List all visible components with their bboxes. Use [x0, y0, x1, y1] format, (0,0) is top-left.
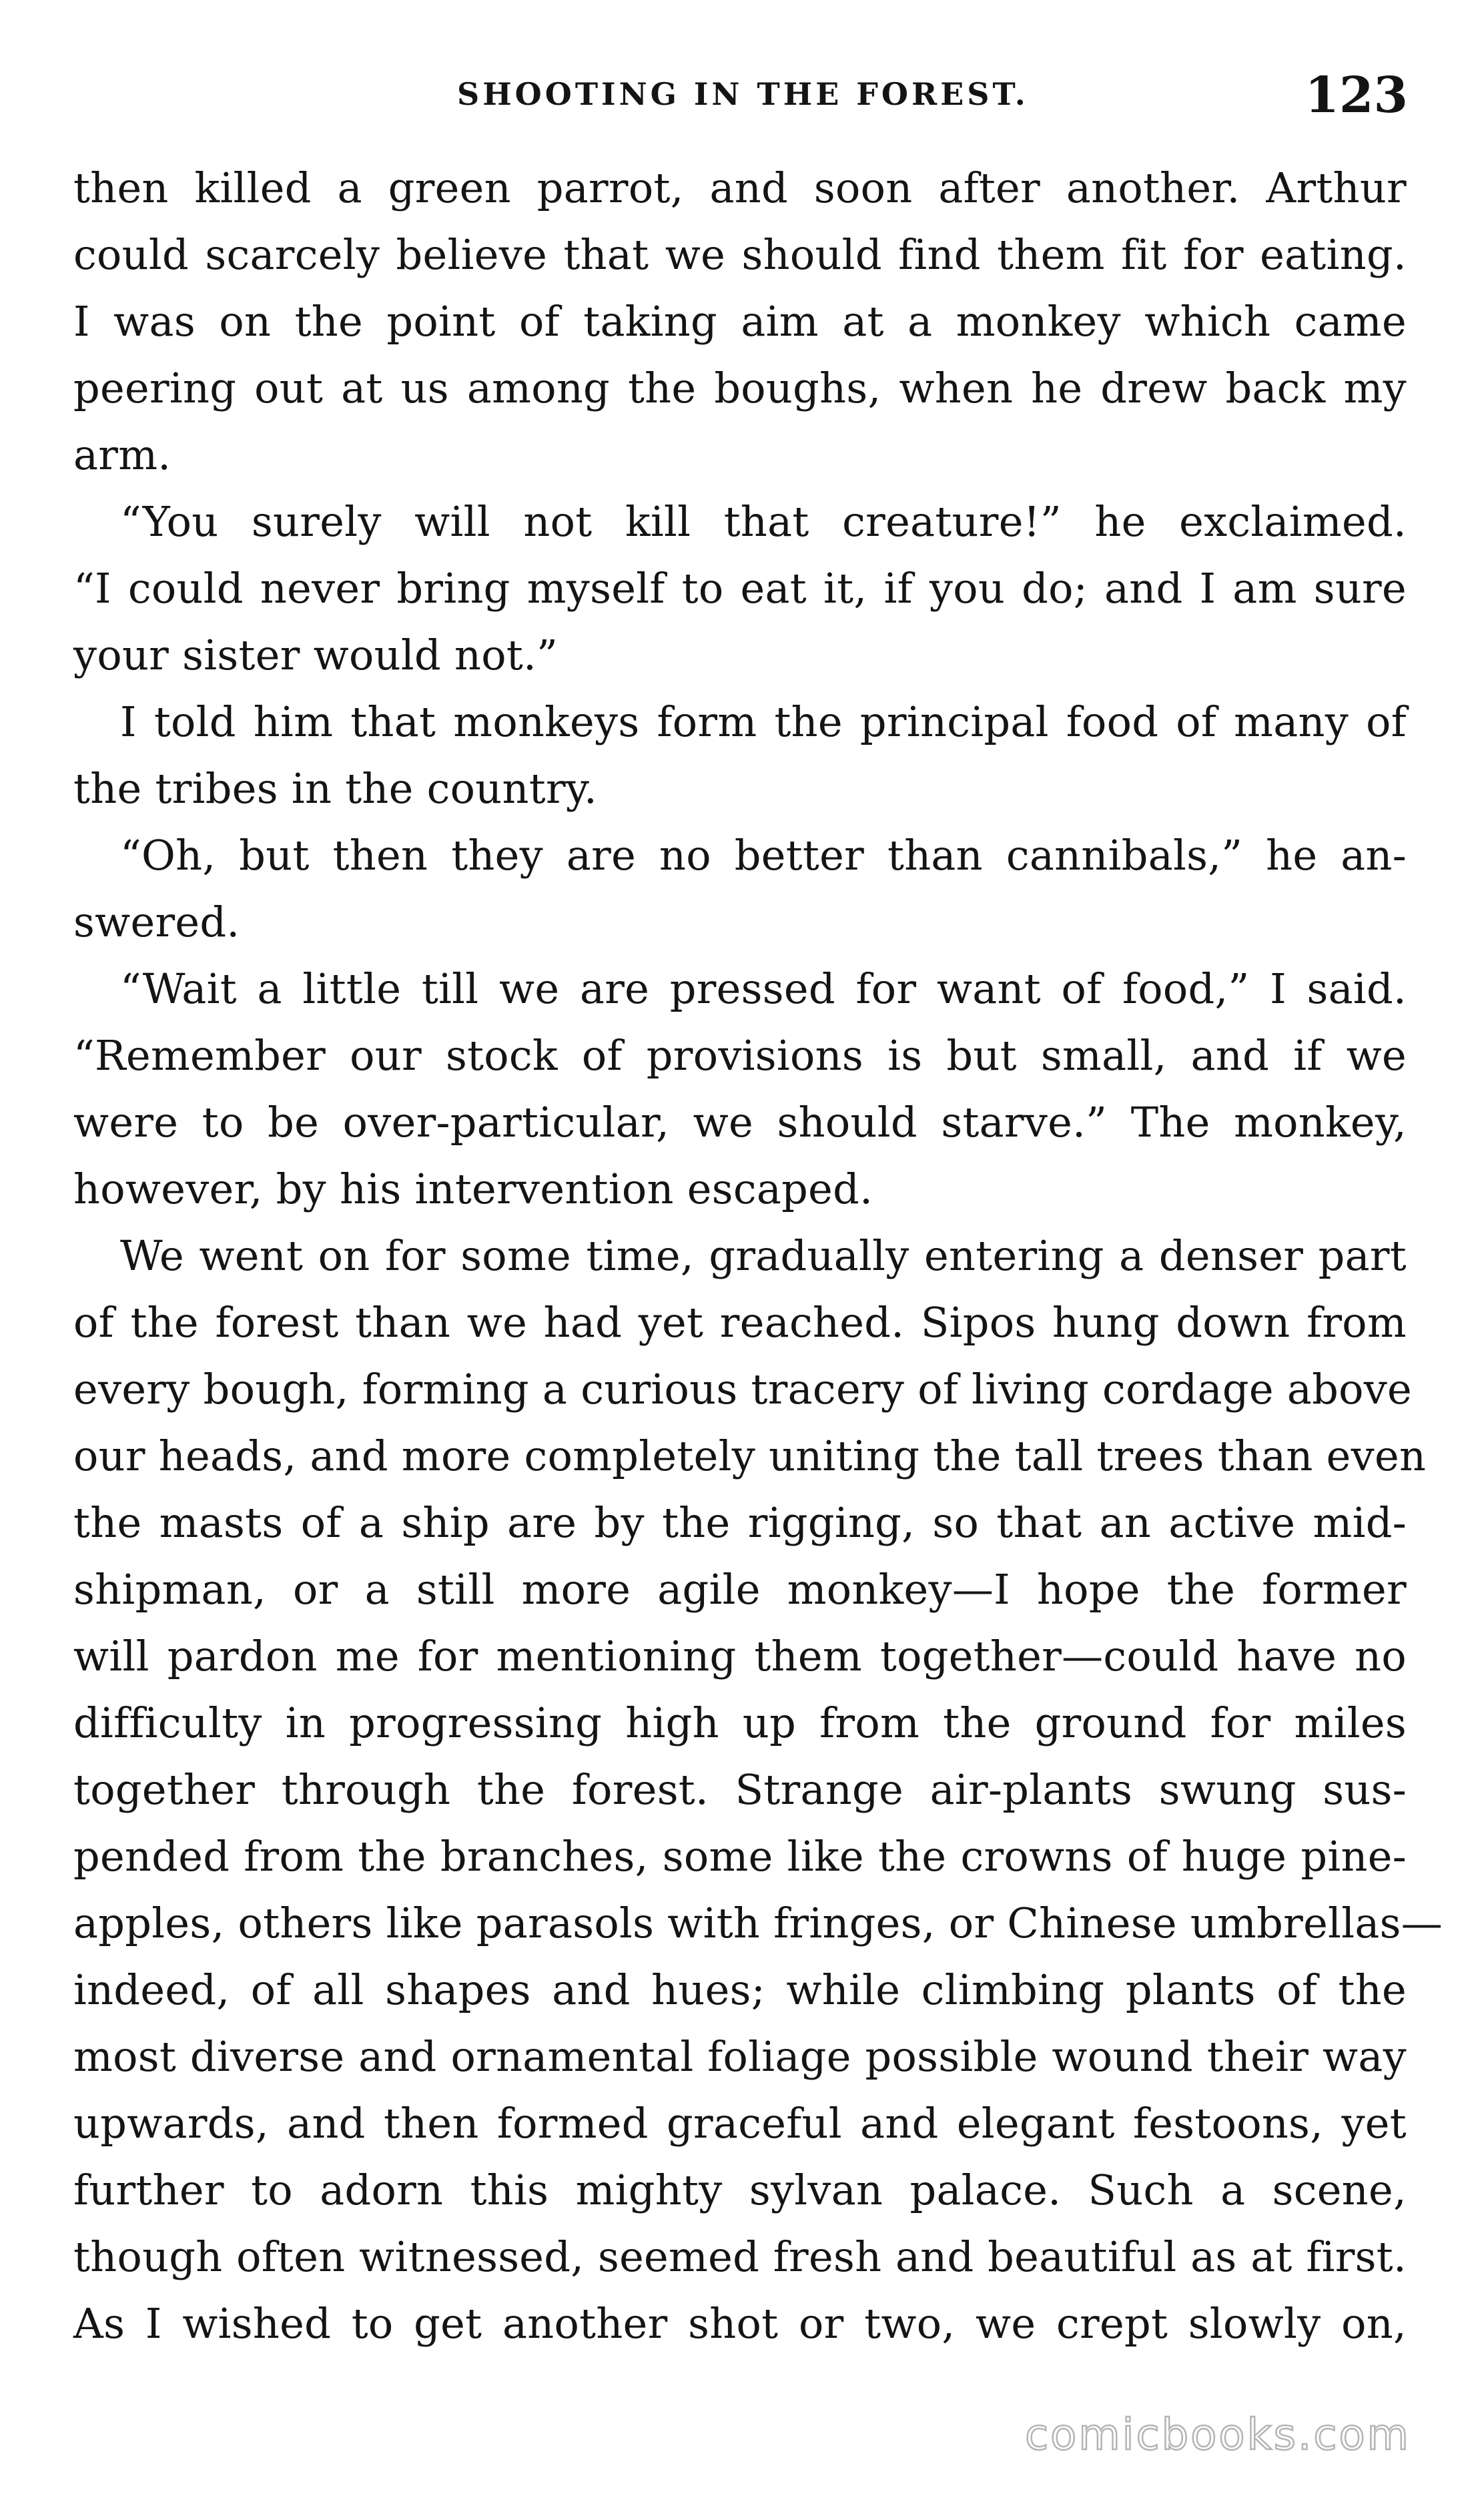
- text-line: further to adorn this mighty sylvan palace. Such a scene,: [73, 2166, 1407, 2214]
- text-line: of the forest than we had yet reached. Sipos hung down from: [73, 1298, 1407, 1347]
- body-text: [73, 155, 1443, 2357]
- text-line: “Remember our stock of provisions is but small, and if we: [73, 1031, 1407, 1080]
- text-line: We went on for some time, gradually entering a denser part: [120, 1231, 1407, 1280]
- text-line: our heads, and more completely uniting the tall trees than even: [73, 1432, 1427, 1480]
- text-line: apples, others like parasols with fringes, or Chinese umbrellas—: [73, 1899, 1443, 1947]
- text-line: “You surely will not kill that creature!” he exclaimed.: [120, 497, 1407, 546]
- text-line: together through the forest. Strange air-plants swung sus-: [73, 1765, 1407, 1814]
- text-line: then killed a green parrot, and soon after another. Arthur: [73, 164, 1407, 212]
- text-line: arm.: [73, 430, 171, 479]
- text-line: most diverse and ornamental foliage possible wound their way: [73, 2032, 1407, 2081]
- running-title: SHOOTING IN THE FOREST.: [457, 76, 1029, 112]
- text-line: pended from the branches, some like the crowns of huge pine-: [73, 1832, 1407, 1881]
- text-line: though often witnessed, seemed fresh and beautiful as at first.: [73, 2232, 1407, 2281]
- text-line: I was on the point of taking aim at a monkey which came: [73, 297, 1407, 346]
- text-line: your sister would not.”: [73, 631, 559, 679]
- text-line: the tribes in the country.: [73, 764, 598, 813]
- text-line: swered.: [73, 898, 240, 946]
- text-line: I told him that monkeys form the principal food of many of: [120, 697, 1407, 746]
- text-line: could scarcely believe that we should find them fit for eating.: [73, 230, 1407, 279]
- text-line: were to be over-particular, we should starve.” The monkey,: [73, 1098, 1407, 1147]
- text-line: however, by his intervention escaped.: [73, 1165, 873, 1213]
- page-header: [73, 67, 1408, 140]
- text-line: the masts of a ship are by the rigging, so that an active mid-: [73, 1498, 1407, 1547]
- page-number: 123: [1305, 67, 1408, 124]
- text-line: “I could never bring myself to eat it, if you do; and I am sure: [73, 564, 1407, 613]
- text-line: peering out at us among the boughs, when he drew back my: [73, 364, 1407, 412]
- text-line: difficulty in progressing high up from the ground for miles: [73, 1698, 1407, 1747]
- watermark: comicbooks.com: [1024, 2411, 1411, 2460]
- text-line: “Wait a little till we are pressed for want of food,” I said.: [120, 964, 1407, 1013]
- text-line: every bough, forming a curious tracery of living cordage above: [73, 1365, 1413, 1414]
- text-line: “Oh, but then they are no better than cannibals,” he an-: [120, 831, 1407, 880]
- text-line: As I wished to get another shot or two, we crept slowly on,: [73, 2299, 1407, 2348]
- text-line: shipman, or a still more agile monkey—I hope the former: [73, 1565, 1407, 1614]
- text-line: upwards, and then formed graceful and elegant festoons, yet: [73, 2099, 1407, 2148]
- text-line: indeed, of all shapes and hues; while climbing plants of the: [73, 1965, 1407, 2014]
- text-line: will pardon me for mentioning them together—could have no: [73, 1632, 1407, 1680]
